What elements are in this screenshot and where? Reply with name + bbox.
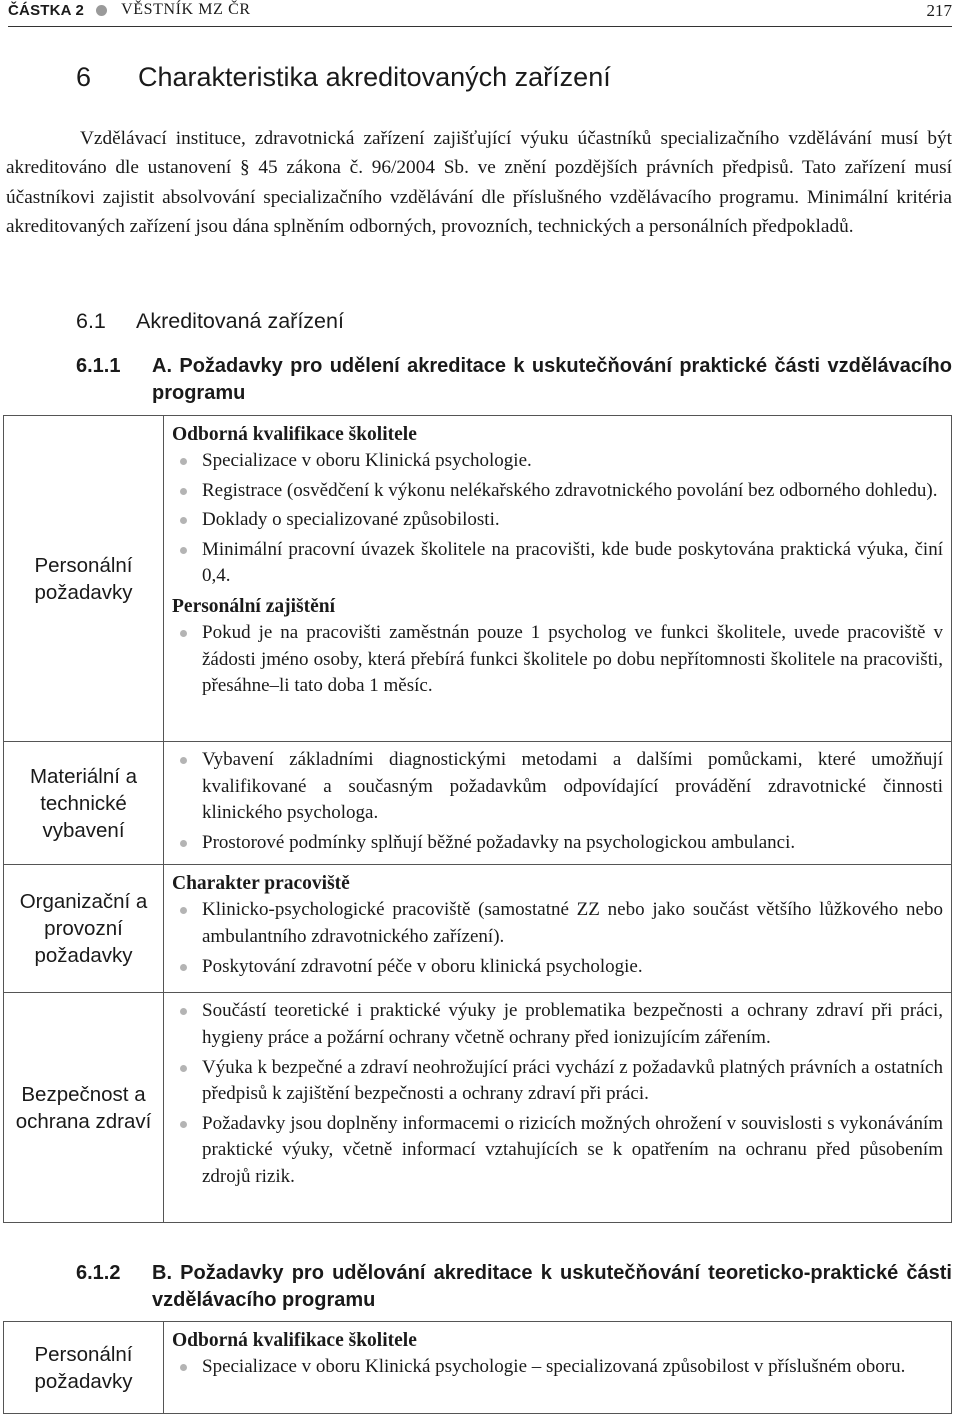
table-row	[4, 1322, 952, 1414]
subsection-a-heading	[76, 353, 952, 407]
subsection-a-number: 6.1.1	[76, 355, 121, 377]
row-content	[164, 865, 952, 993]
chapter-number: 6	[76, 62, 92, 92]
row-label: Personální požadavky	[4, 1322, 164, 1414]
bullet-list	[172, 448, 943, 590]
row-content	[164, 416, 952, 742]
subsection-b-title: B. Požadavky pro udělování akreditace k uskutečňování teoreticko-praktické části vzdělávacího programu	[152, 1262, 952, 1311]
requirements-table-b	[3, 1321, 952, 1414]
row-label: Organizační a provozní požadavky	[4, 865, 164, 993]
group-heading: Odborná kvalifikace školitele	[172, 1330, 417, 1351]
table-row	[4, 742, 952, 865]
list-item: Specializace v oboru Klinická psychologie.	[172, 448, 943, 475]
list-item: Požadavky jsou doplněny informacemi o rizicích možných ohrožení v souvislosti s vykonáváním praktické výuky, včetně informací vztahujících se k opatřením na ochranu před působením zdrojů rizik.	[172, 1111, 943, 1191]
list-item: Poskytování zdravotní péče v oboru klinická psychologie.	[172, 954, 943, 981]
subsection-a-title: A. Požadavky pro udělení akreditace k uskutečňování praktické části vzdělávacího programu	[152, 355, 952, 404]
requirements-table-b-grid	[3, 1321, 952, 1414]
list-item: Klinicko-psychologické pracoviště (samostatné ZZ nebo jako součást většího lůžkového nebo ambulantního zdravotnického zařízení).	[172, 897, 943, 950]
bullet-list	[172, 897, 943, 980]
list-item: Součástí teoretické i praktické výuky je problematika bezpečnosti a ochrany zdraví při práci, hygieny práce a požární ochrany včetně ochrany před ionizujícím zářením.	[172, 998, 943, 1051]
section-title	[76, 309, 344, 334]
requirements-table-a-grid	[3, 415, 952, 1223]
row-content	[164, 742, 952, 865]
list-item: Výuka k bezpečné a zdraví neohrožující práci vychází z požadavků platných právních a ostatních předpisů k zajištění bezpečnosti a ochrany zdraví při práci.	[172, 1055, 943, 1108]
page-number: 217	[926, 1, 952, 20]
bullet-list	[172, 620, 943, 700]
table-row	[4, 865, 952, 993]
running-header	[8, 0, 952, 27]
list-item: Prostorové podmínky splňují běžné požadavky na psychologickou ambulanci.	[172, 830, 943, 857]
issue-label: ČÁSTKA 2	[8, 1, 85, 19]
table-row	[4, 416, 952, 742]
bullet-list	[172, 1354, 943, 1381]
subsection-b-number: 6.1.2	[76, 1262, 121, 1284]
bullet-list	[172, 747, 943, 856]
chapter-title	[76, 62, 611, 93]
list-item: Registrace (osvědčení k výkonu nelékařského zdravotnického povolání bez odborného dohledu).	[172, 478, 943, 505]
bullet-list	[172, 998, 943, 1190]
row-label: Personální požadavky	[4, 416, 164, 742]
row-content	[164, 1322, 952, 1414]
list-item: Doklady o specializované způsobilosti.	[172, 507, 943, 534]
row-label: Materiální a technické vybavení	[4, 742, 164, 865]
row-label: Bezpečnost a ochrana zdraví	[4, 993, 164, 1223]
running-header-left	[8, 1, 251, 19]
list-item: Vybavení základními diagnostickými metodami a dalšími pomůckami, které umožňují kvalifikované a současným požadavkům odpovídající provádění zdravotnické činnosti klinického psychologa.	[172, 747, 943, 827]
journal-name: VĚSTNÍK MZ ČR	[121, 1, 251, 18]
row-content	[164, 993, 952, 1223]
group-heading: Charakter pracoviště	[172, 873, 350, 895]
group-heading: Odborná kvalifikace školitele	[172, 424, 417, 445]
group-heading: Personální zajištění	[172, 595, 336, 617]
section-title-text: Akreditovaná zařízení	[136, 309, 344, 333]
table-row	[4, 993, 952, 1223]
subsection-b-heading	[76, 1260, 952, 1314]
list-item: Minimální pracovní úvazek školitele na pracovišti, kde bude poskytována praktická výuka, činí 0,4.	[172, 537, 943, 590]
chapter-title-text: Charakteristika akreditovaných zařízení	[138, 62, 611, 92]
list-item: Specializace v oboru Klinická psychologie – specializovaná způsobilost v příslušném oboru.	[172, 1354, 943, 1381]
intro-paragraph: Vzdělávací instituce, zdravotnická zařízení zajišťující výuku účastníků specializačního vzdělávání musí být akreditováno dle ustanovení § 45 zákona č. 96/2004 Sb. ve znění pozdějších právních předpisů. Tato zařízení musí účastníkovi zajistit absolvování specializačního vzdělávání dle příslušného vzdělávacího programu. Minimální kritéria akreditovaných zařízení jsou dána splněním odborných, provozních, technických a personálních předpokladů.	[6, 128, 952, 238]
bullet-dot-icon	[96, 5, 107, 16]
section-number: 6.1	[76, 309, 106, 333]
list-item: Pokud je na pracovišti zaměstnán pouze 1 psycholog ve funkci školitele, uvede pracoviště v žádosti jméno osoby, která přebírá funkci školitele po dobu nepřítomnosti školitele na pracovišti, přesáhne–li tato doba 1 měsíc.	[172, 620, 943, 700]
requirements-table-a	[3, 415, 952, 1223]
